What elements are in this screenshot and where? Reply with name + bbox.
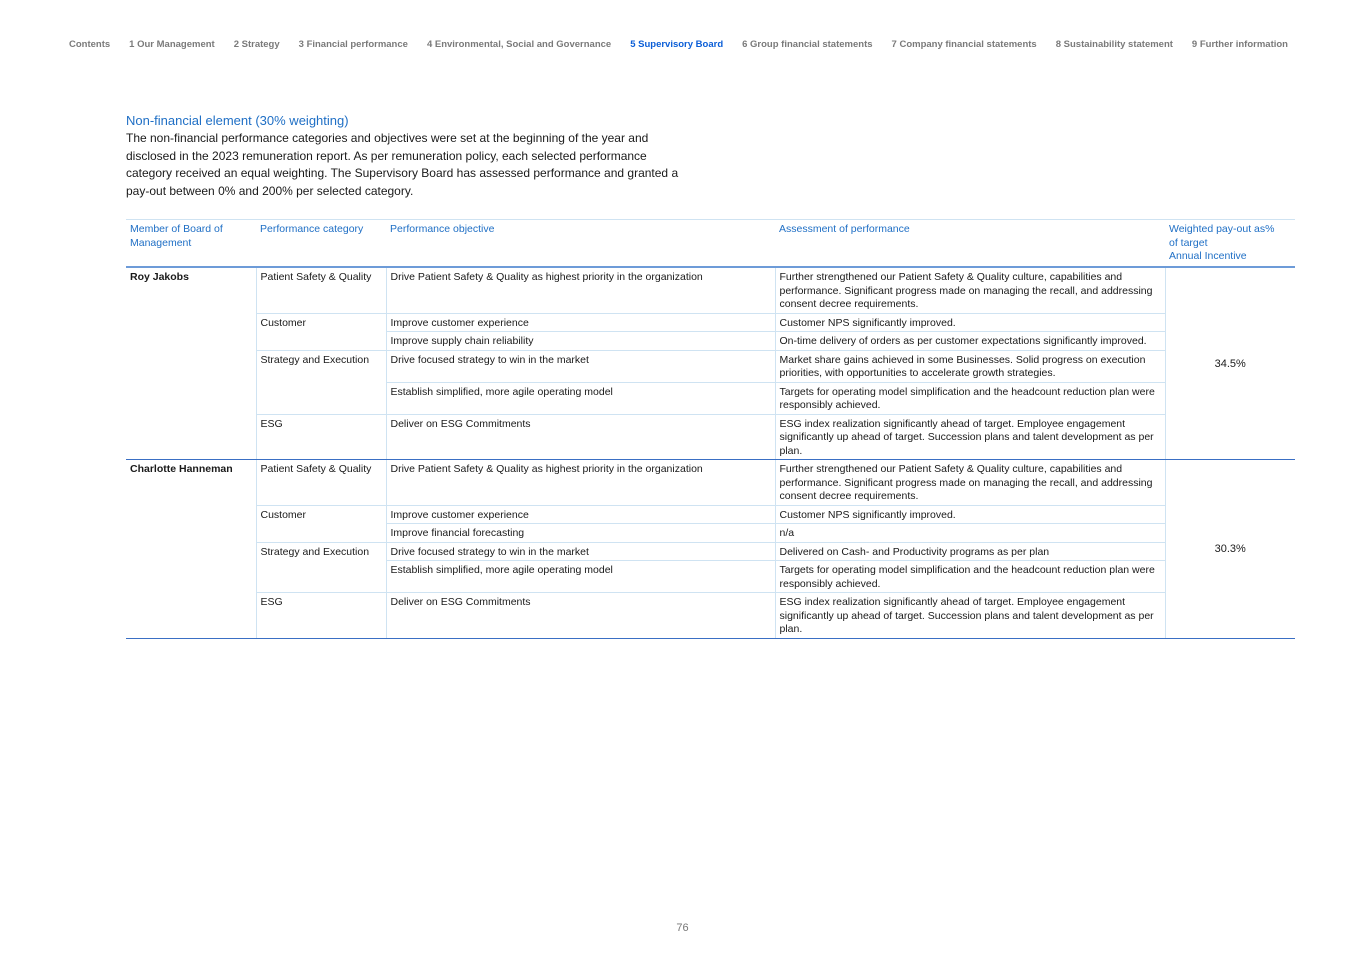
weighted-payout: 30.3%: [1165, 460, 1295, 639]
performance-category: Patient Safety & Quality: [256, 267, 386, 313]
nav-item[interactable]: 4 Environmental, Social and Governance: [426, 39, 612, 50]
performance-objective: Drive Patient Safety & Quality as highest priority in the organization: [386, 267, 775, 313]
performance-objective: Improve customer experience: [386, 313, 775, 332]
header-payout: [1165, 220, 1295, 268]
non-financial-performance-table: [126, 219, 1295, 639]
nav-item[interactable]: 2 Strategy: [233, 39, 280, 50]
performance-assessment: Further strengthened our Patient Safety & Quality culture, capabilities and performance. Significant progress made on managing the recall, and addressing consent decree requirements.: [775, 460, 1165, 506]
performance-assessment: Targets for operating model simplification and the headcount reduction plan were responsibly achieved.: [775, 382, 1165, 414]
header-member: Member of Board of Management: [126, 220, 256, 268]
payout-header-line: of target: [1169, 236, 1208, 249]
performance-category: Strategy and Execution: [256, 350, 386, 414]
performance-category: Strategy and Execution: [256, 542, 386, 593]
payout-header-line: Weighted pay-out as%: [1169, 223, 1275, 235]
performance-assessment: Customer NPS significantly improved.: [775, 505, 1165, 524]
performance-assessment: Delivered on Cash- and Productivity programs as per plan: [775, 542, 1165, 561]
performance-objective: Drive focused strategy to win in the market: [386, 350, 775, 382]
header-objective: Performance objective: [386, 220, 775, 268]
performance-objective: Deliver on ESG Commitments: [386, 593, 775, 639]
performance-objective: Establish simplified, more agile operating model: [386, 382, 775, 414]
performance-category: ESG: [256, 593, 386, 639]
table-header-row: [126, 220, 1295, 268]
performance-category: Patient Safety & Quality: [256, 460, 386, 506]
performance-objective: Drive Patient Safety & Quality as highest priority in the organization: [386, 460, 775, 506]
page-number: 76: [676, 922, 689, 934]
table-row: [126, 350, 1295, 382]
performance-category: Customer: [256, 505, 386, 542]
table-row: [126, 267, 1295, 313]
performance-objective: Drive focused strategy to win in the market: [386, 542, 775, 561]
table-row: [126, 542, 1295, 561]
performance-objective: Improve financial forecasting: [386, 524, 775, 543]
nav-item[interactable]: 3 Financial performance: [298, 39, 408, 50]
nav-item[interactable]: 6 Group financial statements: [742, 39, 873, 50]
nav-item[interactable]: 7 Company financial statements: [891, 39, 1037, 50]
performance-objective: Establish simplified, more agile operating model: [386, 561, 775, 593]
nav-item[interactable]: 8 Sustainability statement: [1055, 39, 1173, 50]
performance-objective: Deliver on ESG Commitments: [386, 414, 775, 460]
nav-item[interactable]: 9 Further information: [1191, 39, 1288, 50]
performance-assessment: On-time delivery of orders as per customer expectations significantly improved.: [775, 332, 1165, 351]
performance-category: Customer: [256, 313, 386, 350]
section-title: Non-financial element (30% weighting): [126, 113, 349, 128]
table-row: [126, 414, 1295, 460]
nav-item[interactable]: 5 Supervisory Board: [630, 39, 724, 50]
member-name: Roy Jakobs: [126, 267, 256, 460]
weighted-payout: 34.5%: [1165, 267, 1295, 460]
performance-assessment: ESG index realization significantly ahead of target. Employee engagement significantly up ahead of target. Succession plans and talent development as per plan.: [775, 593, 1165, 639]
table-row: [126, 593, 1295, 639]
top-navigation: [69, 39, 1307, 50]
performance-assessment: ESG index realization significantly ahead of target. Employee engagement significantly up ahead of target. Succession plans and talent development as per plan.: [775, 414, 1165, 460]
performance-assessment: Targets for operating model simplification and the headcount reduction plan were responsibly achieved.: [775, 561, 1165, 593]
performance-assessment: Customer NPS significantly improved.: [775, 313, 1165, 332]
table-row: [126, 313, 1295, 332]
performance-category: ESG: [256, 414, 386, 460]
performance-assessment: n/a: [775, 524, 1165, 543]
performance-objective: Improve customer experience: [386, 505, 775, 524]
nav-item[interactable]: 1 Our Management: [129, 39, 215, 50]
header-category: Performance category: [256, 220, 386, 268]
intro-paragraph: The non-financial performance categories and objectives were set at the beginning of the year and disclosed in the 2023 remuneration report. As per remuneration policy, each selected performance category received an equal weighting. The Supervisory Board has assessed performance and granted a pay-out between 0% and 200% per selected category.: [126, 131, 679, 198]
performance-assessment: Market share gains achieved in some Businesses. Solid progress on execution priorities, with opportunities to accelerate growth strategies.: [775, 350, 1165, 382]
table-row: [126, 460, 1295, 506]
nav-item[interactable]: Contents: [69, 39, 111, 50]
performance-objective: Improve supply chain reliability: [386, 332, 775, 351]
payout-header-line: Annual Incentive: [1169, 250, 1247, 262]
member-name: Charlotte Hanneman: [126, 460, 256, 639]
table-row: [126, 505, 1295, 524]
performance-assessment: Further strengthened our Patient Safety & Quality culture, capabilities and performance. Significant progress made on managing the recall, and addressing consent decree requirements.: [775, 267, 1165, 313]
header-assessment: Assessment of performance: [775, 220, 1165, 268]
